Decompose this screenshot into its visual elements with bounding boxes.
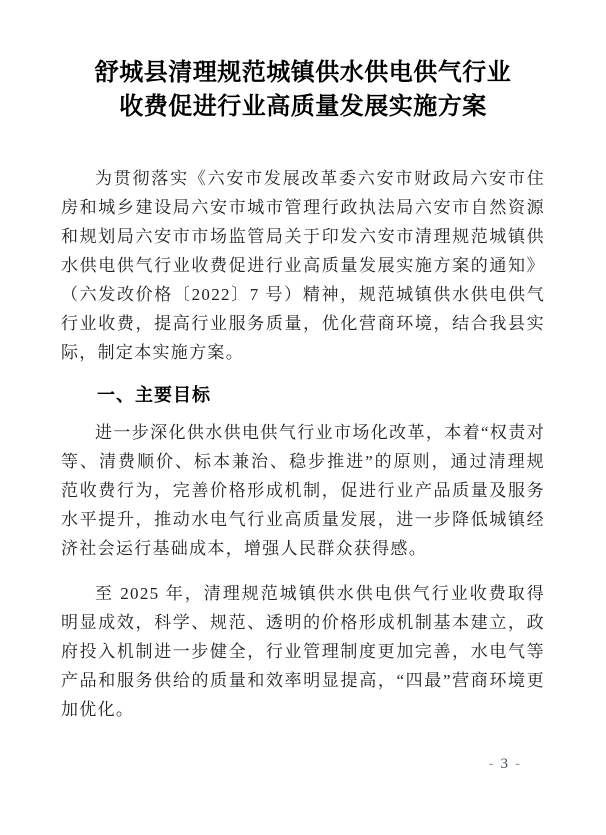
intro-paragraph: 为贯彻落实《六安市发展改革委六安市财政局六安市住房和城乡建设局六安市城市管理行政执法局六安市自然资源和规划局六安市市场监管局关于印发六安市清理规范城镇供水供电供气行业收费促进行业高质量发展实施方案的通知》（六发改价格〔2022〕7 号）精神，规范城镇供水供电供气行业收费，提高行业服务质量，优化营商环境，结合我县实际，制定本实施方案。 — [61, 169, 545, 362]
main-goals-paragraph-2: 至 2025 年，清理规范城镇供水供电供气行业收费取得明显成效，科学、规范、透明的价格形成机制基本建立，政府投入机制进一步健全，行业管理制度更加完善，水电气等产品和服务供给的质量和效率明显提高，“四最”营商环境更加优化。 — [61, 584, 545, 719]
section-heading-main-goals: 一、主要目标 — [97, 385, 211, 405]
page-number-prefix-dash: - — [488, 756, 494, 772]
document-title — [61, 56, 545, 124]
title-line-1: 舒城县清理规范城镇供水供电供气行业 — [94, 59, 512, 86]
page-number-value: 3 — [500, 756, 508, 772]
page-number-suffix-dash: - — [515, 756, 520, 772]
page-number — [489, 755, 521, 773]
main-goals-paragraph-1: 进一步深化供水供电供气行业市场化改革，本着“权责对等、清费顺价、标本兼治、稳步推进”的原则，通过清理规范收费行为，完善价格形成机制，促进行业产品质量及服务水平提升，推动水电气行业高质量发展，进一步降低城镇经济社会运行基础成本，增强人民群众获得感。 — [61, 423, 545, 558]
title-line-2: 收费促进行业高质量发展实施方案 — [119, 93, 487, 120]
